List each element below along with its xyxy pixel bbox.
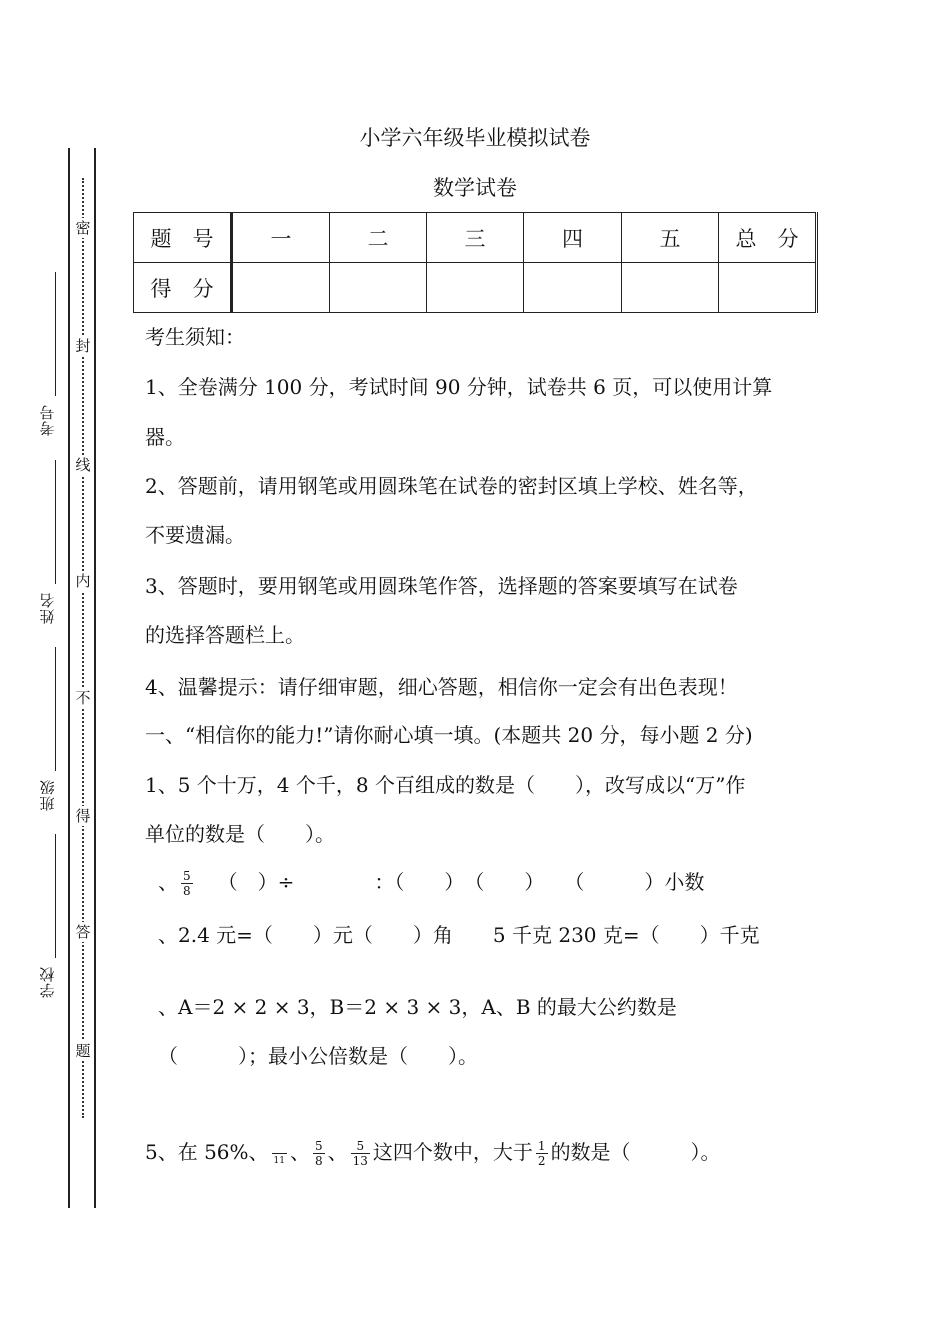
seal-char-8: 题 <box>75 1042 91 1060</box>
question-5-text-a: 5、在 56%、 <box>145 1140 269 1164</box>
score-cell-3[interactable] <box>427 263 524 313</box>
notice-item-4: 4、温馨提示：请仔细审题，细心答题，相信你一定会有出色表现！ <box>145 675 738 699</box>
exam-title: 小学六年级毕业模拟试卷 <box>359 126 591 150</box>
score-cell-2[interactable] <box>330 263 427 313</box>
score-cell-5[interactable] <box>622 263 719 313</box>
question-5-text-c: 的数是（ ）。 <box>550 1140 721 1164</box>
notice-heading: 考生须知： <box>145 325 245 349</box>
score-cell-4[interactable] <box>524 263 622 313</box>
score-cell-1[interactable] <box>232 263 330 313</box>
question-2-prefix: 、 <box>158 870 178 894</box>
field-line-1 <box>55 272 56 396</box>
question-5-fraction-2: $\frac{5}{8}$ <box>315 1139 323 1168</box>
field-label-kaohao: 考号 <box>39 403 55 437</box>
seal-char-2: 封 <box>75 337 91 355</box>
notice-item-2b: 不要遗漏。 <box>145 523 245 547</box>
question-2-fraction: $\frac{5}{8}$ <box>183 869 191 898</box>
notice-item-2a: 2、答题前，请用钢笔或用圆珠笔在试卷的密封区填上学校、姓名等， <box>145 474 758 498</box>
question-5 <box>145 1138 721 1168</box>
question-5-sep-1: 、 <box>290 1140 310 1164</box>
score-table-row1-label: 题 号 <box>134 213 232 263</box>
question-5-fraction-4: $\frac{1}{2}$ <box>537 1139 546 1168</box>
question-3: 、2.4 元=（ ）元（ ）角 5 千克 230 克=（ ）千克 <box>158 923 760 947</box>
seal-char-6: 得 <box>75 807 91 825</box>
field-line-4 <box>55 834 56 958</box>
exam-subtitle: 数学试卷 <box>433 176 517 200</box>
score-table-score-row <box>134 263 817 313</box>
seal-char-7: 答 <box>75 923 91 941</box>
score-table <box>133 212 818 313</box>
question-5-fraction-1: 11 <box>272 1139 287 1168</box>
score-col-total: 总 分 <box>719 213 817 263</box>
field-label-banji: 班级 <box>39 778 55 812</box>
notice-item-1a: 1、全卷满分 100 分，考试时间 90 分钟，试卷共 6 页，可以使用计算 <box>145 375 773 399</box>
score-col-5: 五 <box>622 213 719 263</box>
score-table-row2-label: 得 分 <box>134 263 232 313</box>
section1-heading: 一、“相信你的能力!”请你耐心填一填。(本题共 20 分，每小题 2 分) <box>145 723 753 747</box>
notice-item-1b: 器。 <box>145 425 185 449</box>
question-5-fraction-3: $\frac{5}{13}$ <box>352 1139 368 1168</box>
question-1a: 1、5 个十万，4 个千，8 个百组成的数是（ ），改写成以“万”作 <box>145 773 746 797</box>
notice-item-3a: 3、答题时，要用钢笔或用圆珠笔作答，选择题的答案要填写在试卷 <box>145 574 738 598</box>
seal-dashed-line <box>82 178 84 1118</box>
field-label-xuexiao: 学校 <box>39 965 55 999</box>
question-4a: 、A＝2 × 2 × 3，B＝2 × 3 × 3，A、B 的最大公约数是 <box>158 995 677 1019</box>
question-2-rest: （ ）÷ ：（ ） （ ） （ ）小数 <box>217 870 705 894</box>
question-2 <box>158 868 704 898</box>
seal-char-4: 内 <box>75 572 91 590</box>
question-4b: （ ）；最小公倍数是（ ）。 <box>158 1044 478 1068</box>
question-1b: 单位的数是（ ）。 <box>145 822 335 846</box>
field-line-2 <box>55 460 56 584</box>
notice-item-3b: 的选择答题栏上。 <box>145 623 305 647</box>
seal-char-3: 线 <box>75 456 91 474</box>
field-line-3 <box>55 647 56 771</box>
seal-char-5: 不 <box>75 689 91 707</box>
question-5-sep-2: 、 <box>327 1140 348 1164</box>
score-col-2: 二 <box>330 213 427 263</box>
question-5-text-b: 这四个数中，大于 <box>372 1140 533 1164</box>
score-col-1: 一 <box>232 213 330 263</box>
score-cell-total[interactable] <box>719 263 817 313</box>
binding-outer-line <box>68 148 70 1208</box>
score-table-header-row <box>134 213 817 263</box>
field-label-xingming: 姓名 <box>39 591 55 625</box>
score-col-4: 四 <box>524 213 622 263</box>
binding-inner-line <box>94 148 96 1208</box>
score-col-3: 三 <box>427 213 524 263</box>
seal-char-1: 密 <box>75 219 91 237</box>
